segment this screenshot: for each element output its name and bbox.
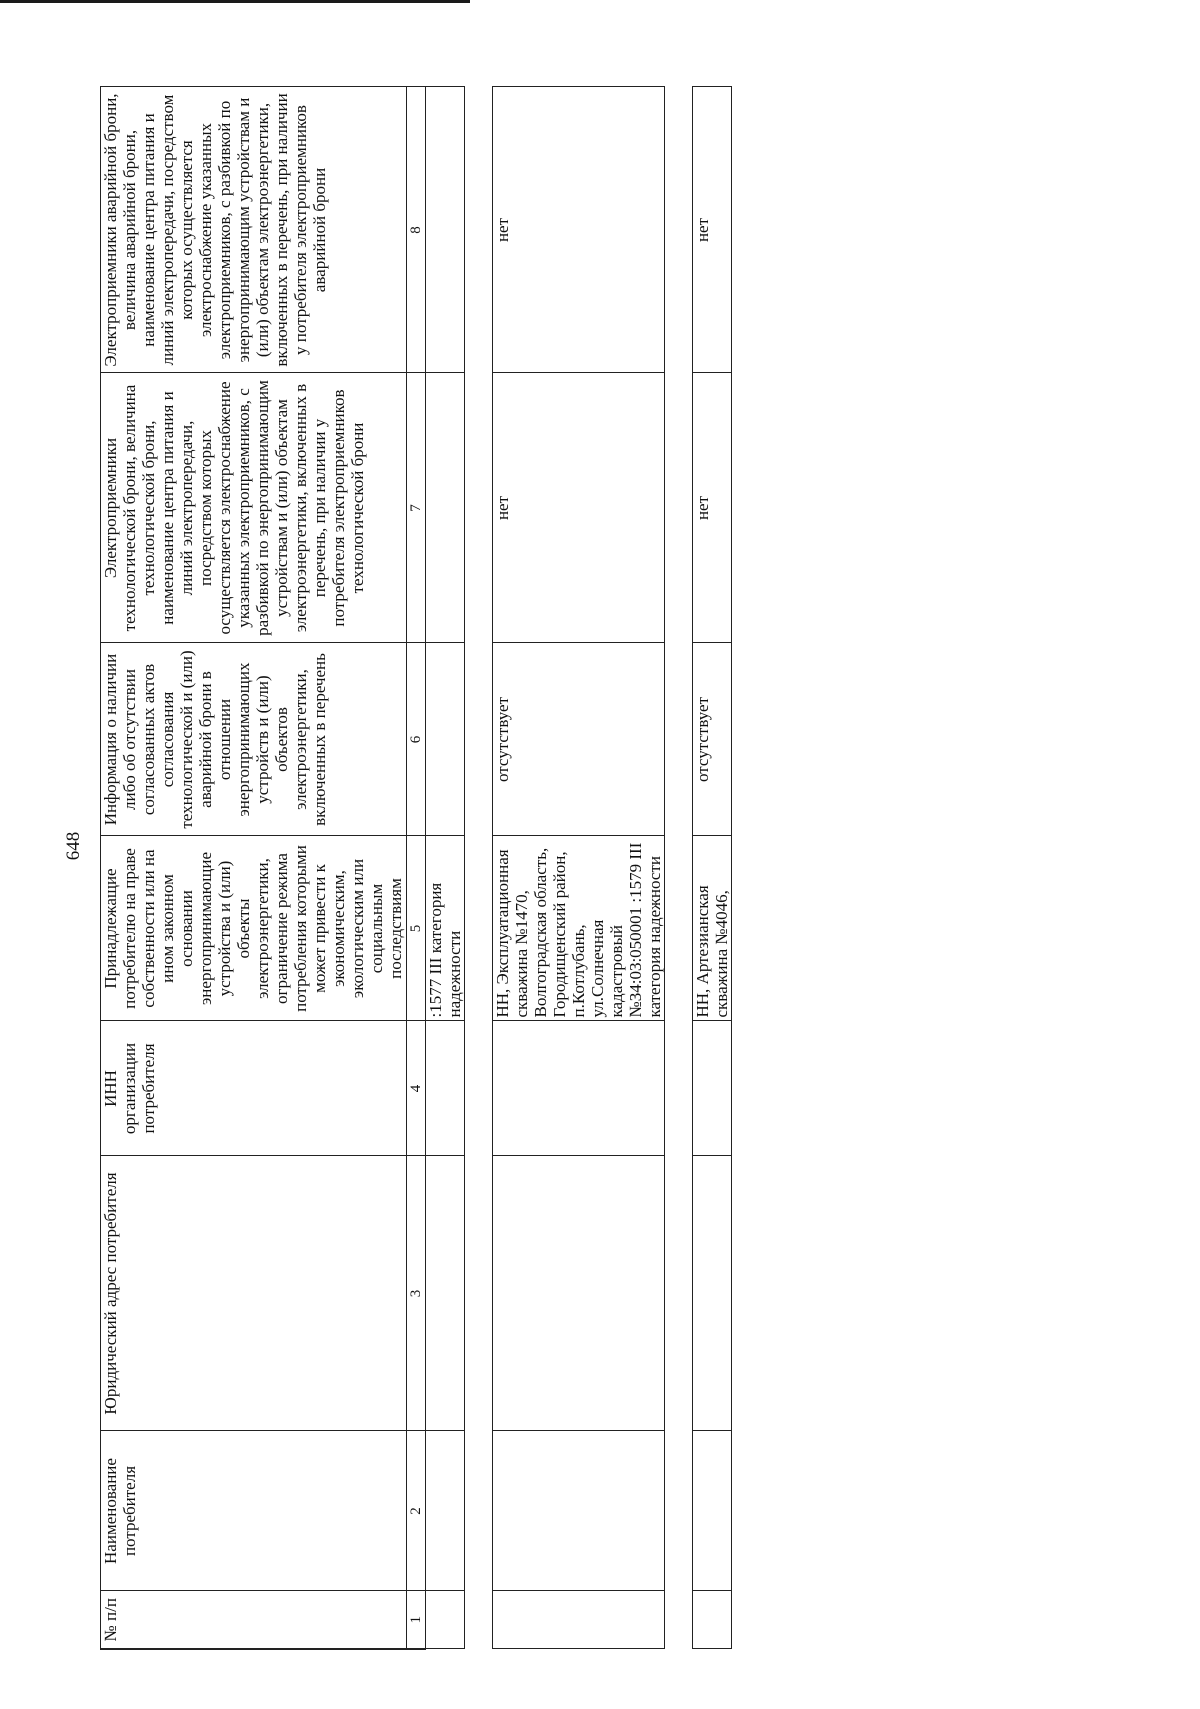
column-number: 2 <box>406 1431 425 1591</box>
table-row <box>492 87 664 1649</box>
row-devices-cell: НН, Эксплуатационная скважина №1470, Волгоградская область, Городищенский район, п.Котлубань, ул.Солнечная кадастровый №34:03:050001 :1579 III категория надежности <box>492 836 664 1021</box>
column-number: 4 <box>406 1021 425 1156</box>
row-tech-reserve-cell: нет <box>692 373 731 643</box>
row-emergency-reserve-cell: нет <box>692 87 731 373</box>
row-acts-cell: отсутствует <box>692 643 731 836</box>
row-emergency-reserve-cell <box>425 87 464 373</box>
header-cell-name: Наименование потребителя <box>101 1431 407 1591</box>
row-acts-cell: отсутствует <box>492 643 664 836</box>
row-emergency-reserve-cell: нет <box>492 87 664 373</box>
row-devices-cell: НН, Артезианская скважина №4046, <box>692 836 731 1021</box>
page-number: 648 <box>63 831 84 861</box>
rotated-page <box>100 60 731 1650</box>
table-row <box>692 87 731 1649</box>
header-cell-acts: Информация о наличии либо об отсутствии согласованных актов согласования технологической и (или) аварийной брони в отношении энергопринимающих устройств и (или) объектов электроэнергетики, включенных в перечень <box>101 643 407 836</box>
consumer-table <box>100 87 732 1651</box>
row-tech-reserve-cell <box>425 373 464 643</box>
header-cell-address: Юридический адрес потребителя <box>101 1156 407 1431</box>
column-number: 8 <box>406 87 425 373</box>
header-row <box>101 87 407 1649</box>
row-tech-reserve-cell: нет <box>492 373 664 643</box>
header-cell-number: № п/п <box>101 1591 407 1649</box>
column-number: 7 <box>406 373 425 643</box>
column-number: 6 <box>406 643 425 836</box>
top-rule <box>0 0 470 3</box>
column-number-row <box>406 87 425 1649</box>
row-acts-cell <box>425 643 464 836</box>
table-row <box>425 87 464 1649</box>
header-cell-devices: Принадлежащие потребителю на праве собственности или на ином законном основании энергопринимающие устройства и (или) объекты электроэнергетики, ограничение режима потребления которыми может привести к экономическим, экологическим или социальным последствиям <box>101 836 407 1021</box>
header-cell-emergency-reserve: Электроприемники аварийной брони, величина аварийной брони, наименование центра питания и линий электропередачи, посредством которых осуществляется электроснабжение указанных электроприемников, с разбивкой по энергопринимающим устройствам и (или) объектам электроэнергетики, включенных в перечень, при наличии у потребителя электроприемников аварийной брони <box>101 87 407 373</box>
header-cell-tech-reserve: Электроприемники технологической брони, величина технологической брони, наименование центра питания и линий электропередачи, посредством которых осуществляется электроснабжение указанных электроприемников, с разбивкой по энергопринимающим устройствам и (или) объектам электроэнергетики, включенных в перечень, при наличии у потребителя электроприемников технологической брони <box>101 373 407 643</box>
row-devices-cell: :1577 III категория надежности <box>425 836 464 1021</box>
column-number: 1 <box>406 1591 425 1649</box>
header-cell-inn: ИНН организации потребителя <box>101 1021 407 1156</box>
column-number: 3 <box>406 1156 425 1431</box>
column-number: 5 <box>406 836 425 1021</box>
